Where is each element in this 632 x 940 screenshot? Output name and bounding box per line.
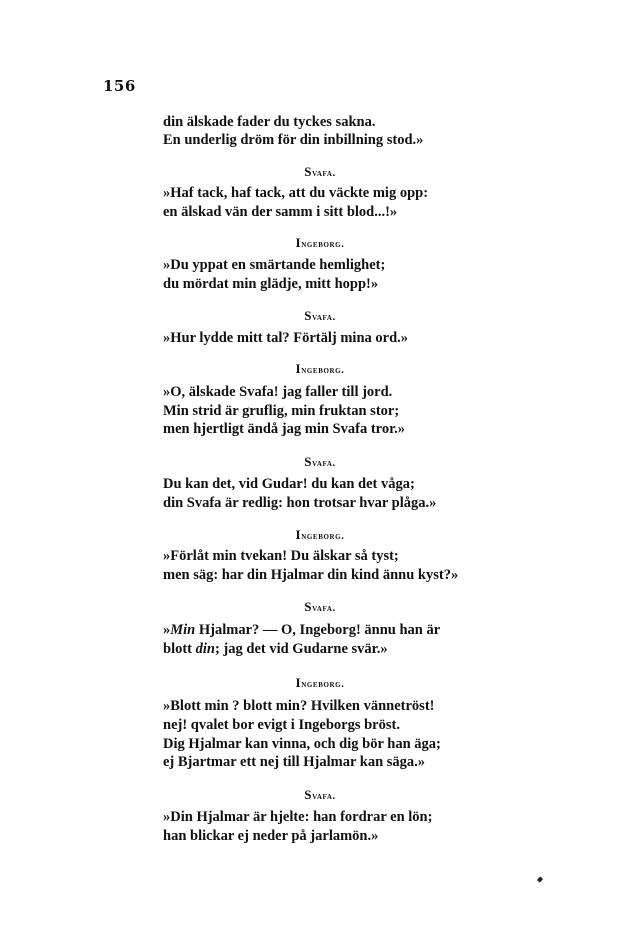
verse-line: Du kan det, vid Gudar! du kan det våga; xyxy=(163,476,415,492)
verse-line: du mördat min glädje, mitt hopp!» xyxy=(163,276,379,292)
verse-line: »Blott min ? blott min? Hvilken vännetröst! xyxy=(163,698,435,714)
verse-line: Min strid är gruflig, min fruktan stor; xyxy=(163,403,400,419)
speaker-label: Svafa. xyxy=(304,599,336,614)
verse-line: Dig Hjalmar kan vinna, och dig bör han äga; xyxy=(163,736,441,752)
verse-line: »Förlåt min tvekan! Du älskar så tyst; xyxy=(163,548,399,564)
verse-line: »Du yppat en smärtande hemlighet; xyxy=(163,257,386,273)
verse-line: »O, älskade Svafa! jag faller till jord. xyxy=(163,384,393,400)
verse-line: men hjertligt ändå jag min Svafa tror.» xyxy=(163,421,406,437)
verse-line: han blickar ej neder på jarlamön.» xyxy=(163,828,379,844)
emphasized-word: Min xyxy=(170,622,196,638)
verse-line: en älskad vän der samm i sitt blod...!» xyxy=(163,204,398,220)
speaker-label: Ingeborg. xyxy=(295,235,345,250)
verse-line: blott din; jag det vid Gudarne svär.» xyxy=(163,641,388,657)
speaker-label: Ingeborg. xyxy=(295,527,345,542)
verse-line: En underlig dröm för din inbillning stod.» xyxy=(163,132,424,148)
speaker-label: Svafa. xyxy=(304,164,336,179)
verse-line: din älskade fader du tyckes sakna. xyxy=(163,114,376,130)
verse-line: nej! qvalet bor evigt i Ingeborgs bröst. xyxy=(163,717,400,733)
ink-speck xyxy=(537,876,543,882)
verse-line: »Din Hjalmar är hjelte: han fordrar en lön; xyxy=(163,809,433,825)
verse-line: »Haf tack, haf tack, att du väckte mig opp: xyxy=(163,185,429,201)
page-number: 156 xyxy=(103,77,136,95)
verse-line: »Hur lydde mitt tal? Förtälj mina ord.» xyxy=(163,330,409,346)
speaker-label: Svafa. xyxy=(304,787,336,802)
speaker-label: Svafa. xyxy=(304,454,336,469)
speaker-label: Ingeborg. xyxy=(295,675,345,690)
speaker-label: Svafa. xyxy=(304,308,336,323)
verse-line: ej Bjartmar ett nej till Hjalmar kan säga.» xyxy=(163,754,426,770)
emphasized-word: din xyxy=(195,641,215,657)
verse-line: »Min Hjalmar? — O, Ingeborg! ännu han är xyxy=(163,622,441,638)
speaker-label: Ingeborg. xyxy=(295,361,345,376)
verse-line: men säg: har din Hjalmar din kind ännu kyst?» xyxy=(163,567,459,583)
verse-line: din Svafa är redlig: hon trotsar hvar plåga.» xyxy=(163,495,437,511)
